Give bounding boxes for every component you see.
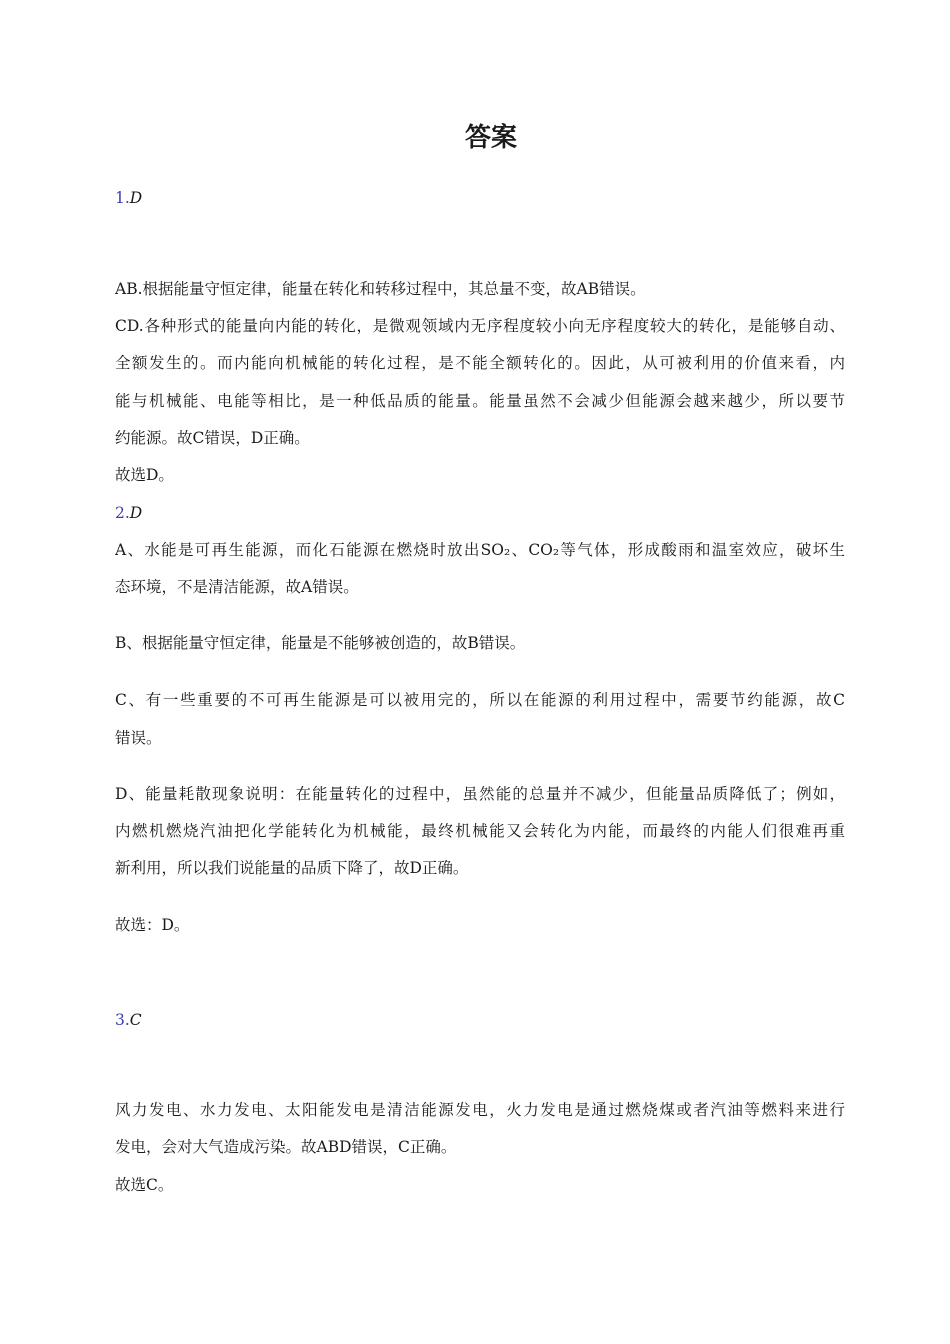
q2-explanation-line: 态环境，不是清洁能源，故A错误。 (115, 578, 359, 596)
q2-explanation-line: B、根据能量守恒定律，能量是不能够被创造的，故B错误。 (115, 634, 526, 652)
q1-explanation-line: 约能源。故C错误，D正确。 (115, 429, 310, 447)
question-number-text: 2. (115, 504, 130, 522)
page-title: 答案 (464, 123, 517, 153)
question-3-answer: C (129, 1011, 142, 1029)
q1-explanation-line: 能与机械能、电能等相比，是一种低品质的能量。能量虽然不会减少但能源会越来越少，所以要节 (115, 392, 845, 410)
q1-explanation-line: AB.根据能量守恒定律，能量在转化和转移过程中，其总量不变，故AB错误。 (115, 280, 646, 298)
question-2-answer: D (129, 504, 143, 522)
q1-conclusion: 故选D。 (115, 466, 174, 484)
q2-explanation-line: 新利用，所以我们说能量的品质下降了，故D正确。 (115, 859, 469, 877)
q2-explanation-line: D、能量耗散现象说明：在能量转化的过程中，虽然能的总量并不减少，但能量品质降低了；例如， (115, 785, 845, 803)
q2-conclusion: 故选：D。 (115, 916, 190, 934)
question-3-number (115, 1008, 845, 1032)
q2-explanation-line: 错误。 (115, 729, 162, 747)
q3-explanation-line: 风力发电、水力发电、太阳能发电是清洁能源发电，火力发电是通过燃烧煤或者汽油等燃料来进行 (115, 1101, 845, 1119)
q2-explanation-line: 内燃机燃烧汽油把化学能转化为机械能，最终机械能又会转化为内能，而最终的内能人们很难再重 (115, 822, 845, 840)
q2-explanation-line: C、有一些重要的不可再生能源是可以被用完的，所以在能源的利用过程中，需要节约能源，故C (115, 691, 845, 709)
question-2-number (115, 501, 845, 525)
q1-explanation-line: CD.各种形式的能量向内能的转化，是微观领域内无序程度较小向无序程度较大的转化，是能够自动、 (115, 317, 845, 335)
q3-conclusion: 故选C。 (115, 1176, 174, 1194)
q3-explanation-line: 发电，会对大气造成污染。故ABD错误，C正确。 (115, 1138, 457, 1156)
q1-explanation-line: 全额发生的。而内能向机械能的转化过程，是不能全额转化的。因此，从可被利用的价值来看，内 (115, 354, 845, 372)
question-1-answer: D (129, 189, 143, 207)
question-1-number (115, 186, 845, 210)
q2-explanation-line: A、水能是可再生能源，而化石能源在燃烧时放出SO₂、CO₂等气体，形成酸雨和温室效应，破坏生 (115, 541, 845, 559)
question-number-text: 3. (115, 1011, 130, 1029)
question-number-text: 1. (115, 189, 130, 207)
